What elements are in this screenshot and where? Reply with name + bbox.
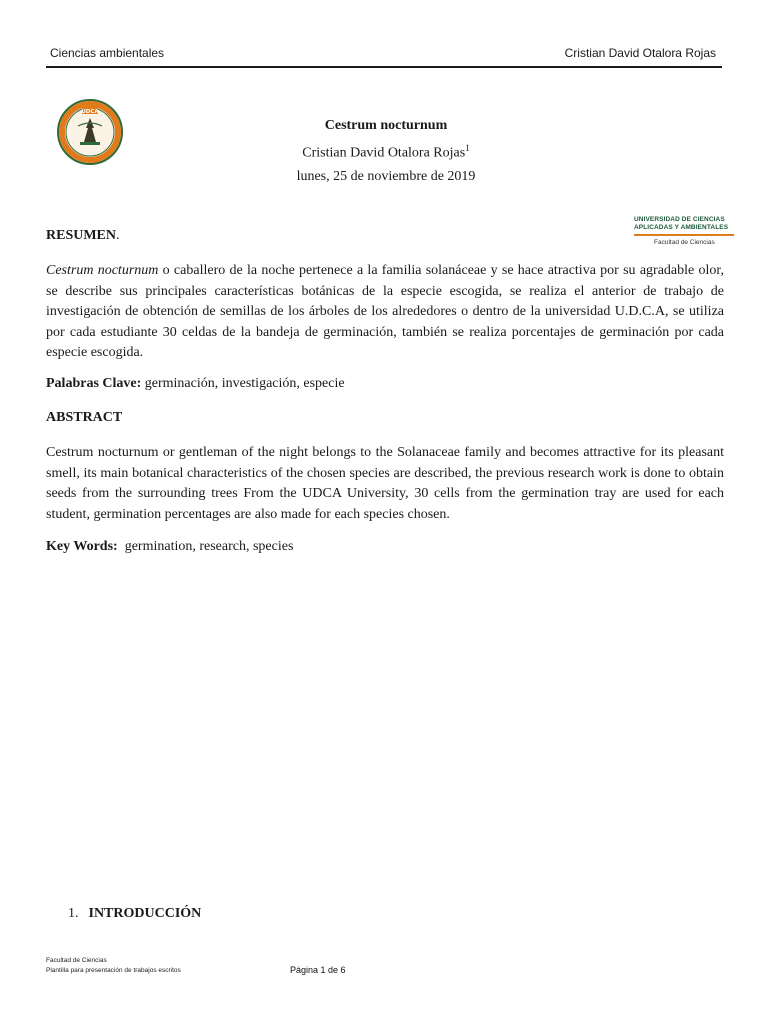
- footer-line1: Facultad de Ciencias: [46, 957, 107, 964]
- resumen-body: o caballero de la noche pertenece a la familia solanáceae y se hace atractiva por su agradable olor, se describe sus principales características botánicas de la especie escogida, se realiza el anterior de trabajo de investigación de obtención de semillas de los árboles de los alrededores o dentro de la universidad U.D.C.A, se utiliza por cada estudiante 30 celdas de la bandeja de germinación, también se realiza porcentajes de germinación por cada especie escogida.: [46, 263, 724, 360]
- university-logo: [634, 216, 738, 256]
- abstract-paragraph: Cestrum nocturnum or gentleman of the night belongs to the Solanaceae family and becomes attractive for its pleasant smell, its main botanical characteristics of the chosen species are described, the previous research work is done to obtain seeds from the surrounding trees From the UDCA University, 30 cells from the germination tray are used for each student, germination percentages are also made for each species chosen.: [46, 445, 724, 522]
- page-header: [46, 44, 722, 68]
- document-title: Cestrum nocturnum: [324, 118, 448, 133]
- uni-logo-divider: [634, 234, 734, 236]
- document-author: [200, 143, 572, 162]
- page-footer-left: [46, 956, 181, 976]
- seal-text: UDCA: [81, 109, 99, 115]
- page-number: Página 1 de 6: [290, 965, 346, 975]
- palabras-clave-label: Palabras Clave:: [46, 376, 142, 391]
- author-name: Cristian David Otalora Rojas: [302, 145, 466, 161]
- palabras-clave: [46, 376, 345, 392]
- uni-logo-line2: APLICADAS Y AMBIENTALES: [634, 224, 729, 231]
- intro-number: 1.: [68, 906, 79, 921]
- header-author: Cristian David Otalora Rojas: [564, 46, 716, 60]
- uni-logo-faculty: Facultad de Ciencias: [654, 238, 715, 246]
- intro-heading: [68, 906, 201, 922]
- uni-logo-line1: UNIVERSIDAD DE CIENCIAS: [634, 216, 725, 223]
- resumen-species-italic: Cestrum nocturnum: [46, 263, 159, 278]
- resumen-paragraph: [46, 261, 724, 364]
- palabras-clave-value: germinación, investigación, especie: [141, 376, 345, 391]
- key-words: [46, 539, 293, 555]
- footer-line2: Plantilla para presentación de trabajos escritos: [46, 967, 181, 974]
- key-words-label: Key Words:: [46, 539, 118, 554]
- document-date: lunes, 25 de noviembre de 2019: [296, 169, 476, 184]
- resumen-heading: [46, 228, 120, 244]
- author-footnote-mark: 1: [465, 143, 470, 153]
- header-course: Ciencias ambientales: [50, 46, 165, 60]
- key-words-value: germination, research, species: [117, 539, 294, 554]
- abstract-heading: ABSTRACT: [46, 410, 123, 425]
- resumen-heading-suffix: .: [116, 228, 120, 243]
- resumen-heading-text: RESUMEN: [46, 228, 117, 243]
- udca-seal-logo: [56, 98, 124, 166]
- intro-title: INTRODUCCIÓN: [88, 906, 202, 921]
